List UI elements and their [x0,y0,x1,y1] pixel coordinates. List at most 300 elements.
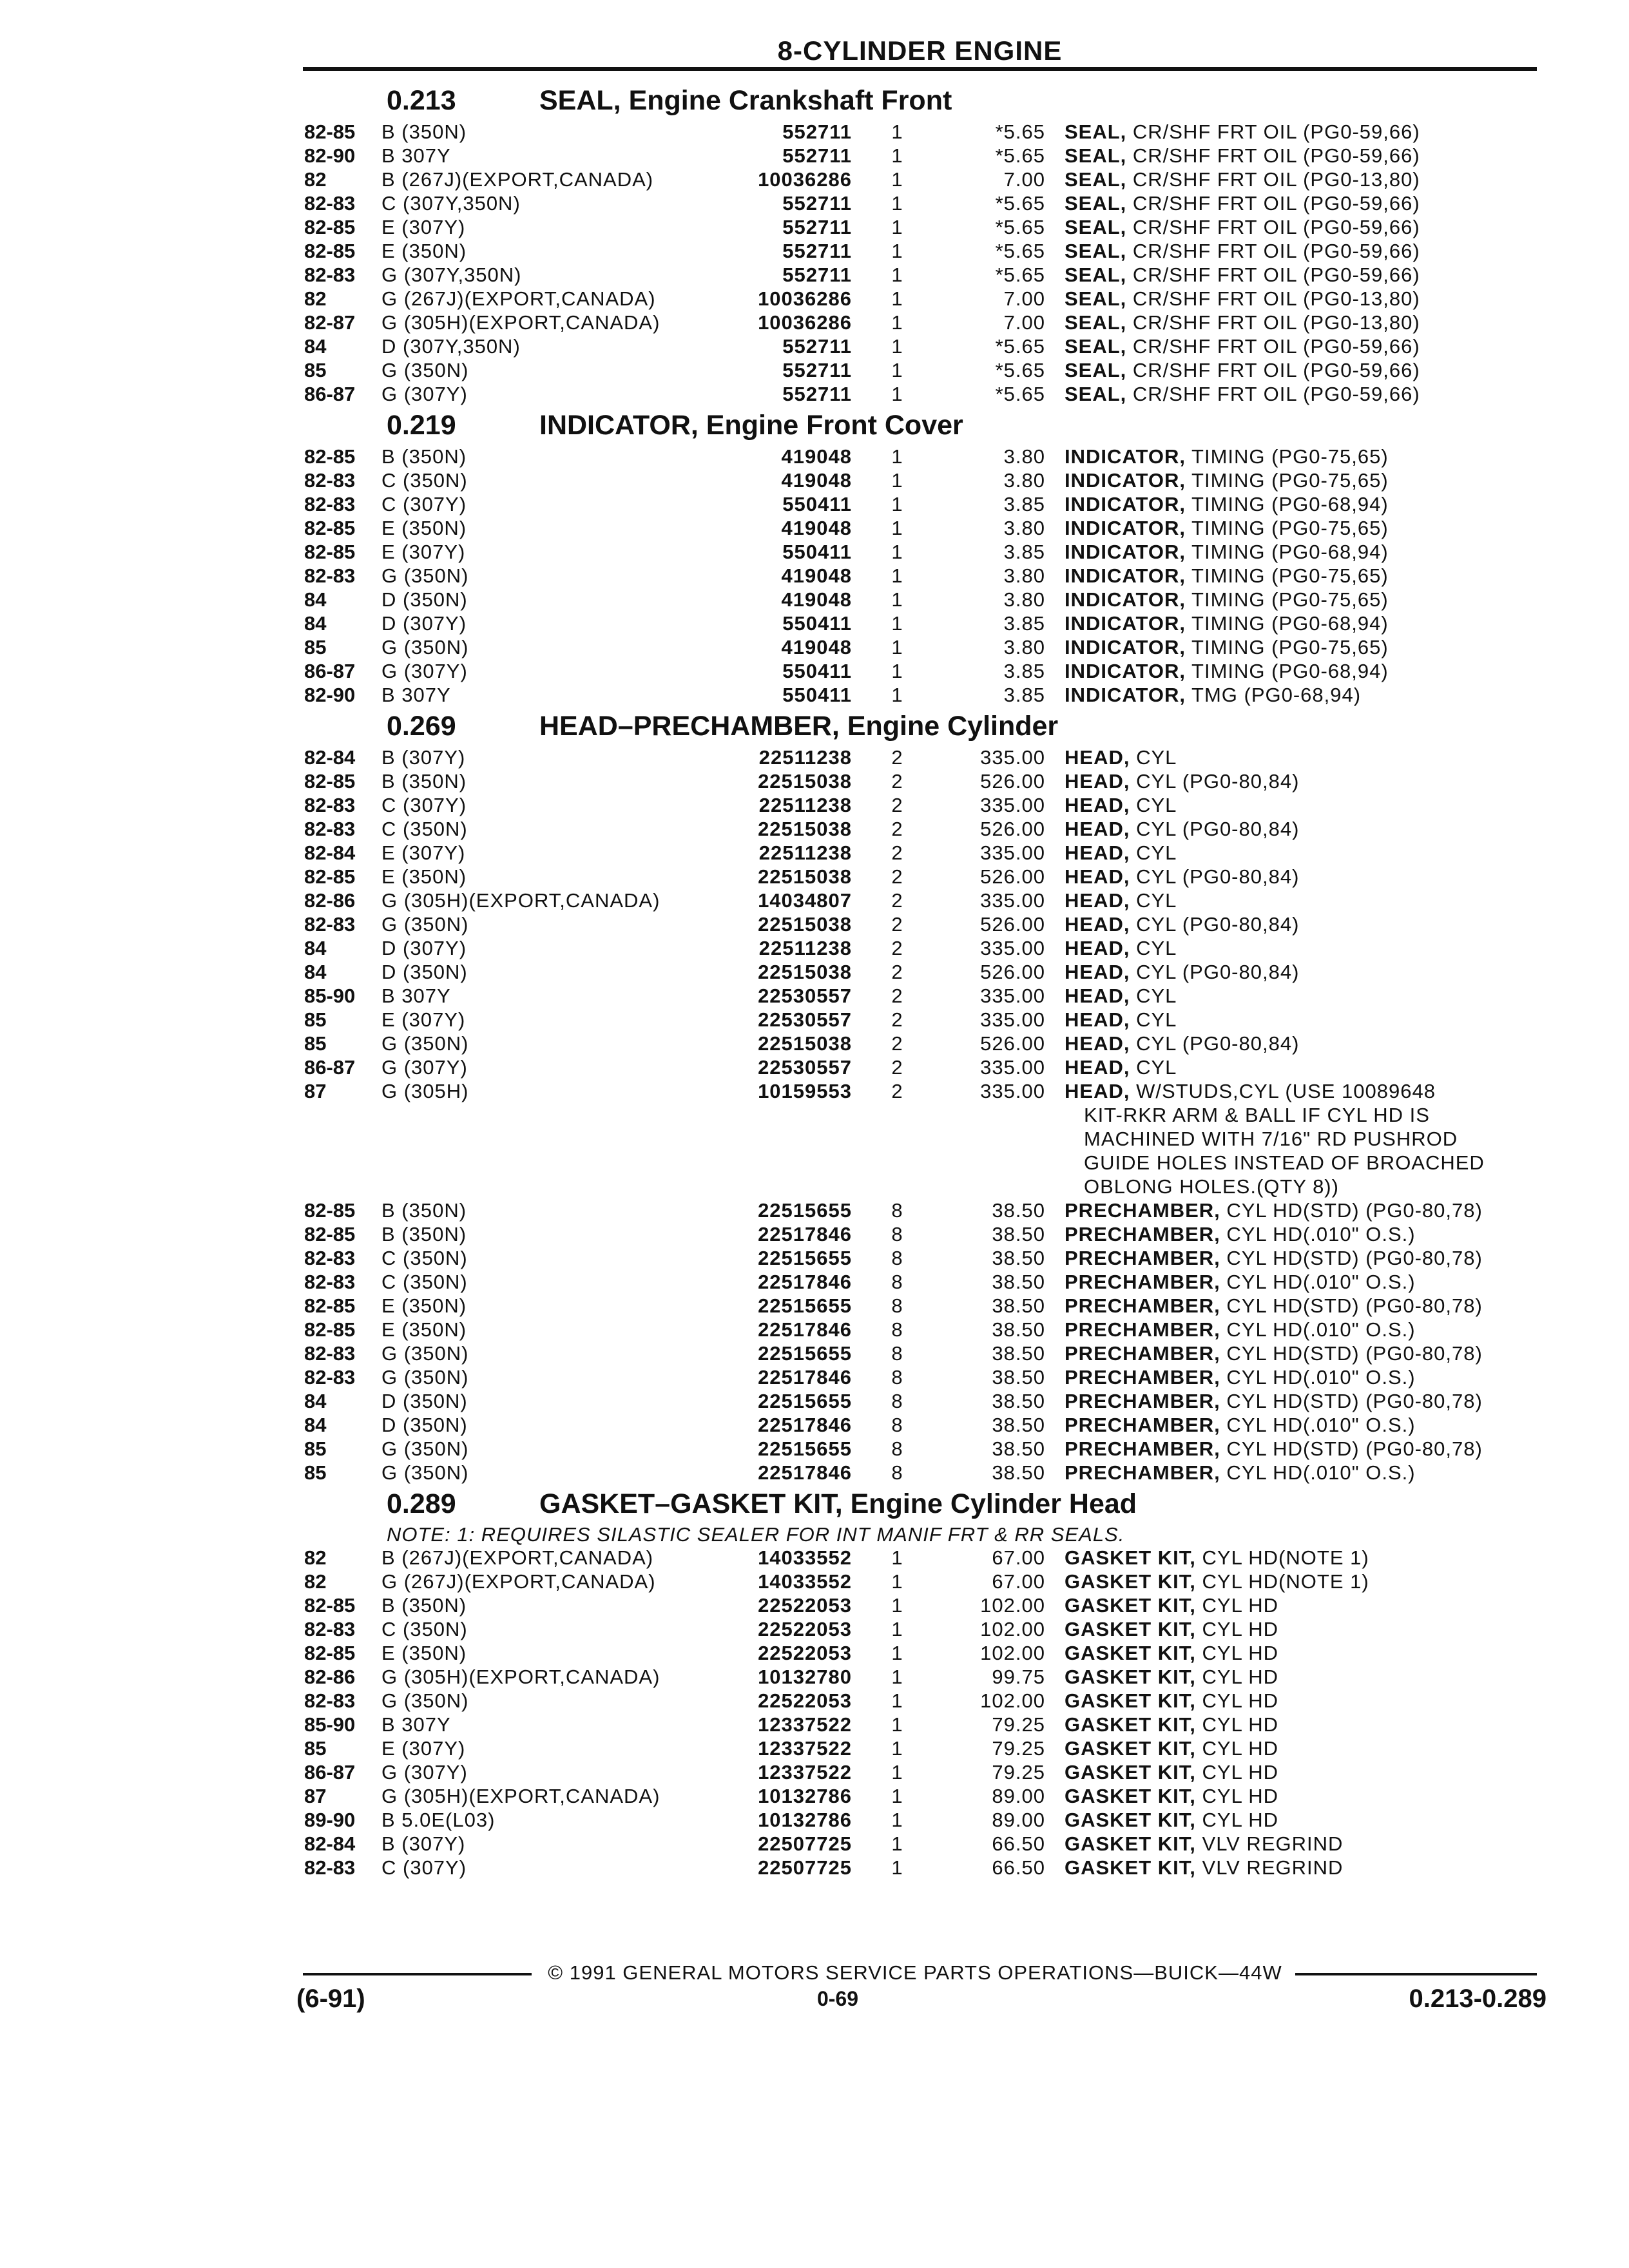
part-number: 552711 [782,120,852,143]
model-years: 82-84 [304,841,356,864]
model-years: 82-85 [304,865,356,888]
table-row [304,1570,1538,1593]
table-row [304,1365,1538,1389]
model-application: E (307Y) [381,841,466,864]
part-number: 22515038 [758,865,852,888]
model-application: B 307Y [381,144,451,167]
price: *5.65 [995,264,1045,286]
part-number: 552711 [782,359,852,381]
model-years: 82-83 [304,1247,356,1269]
part-name: PRECHAMBER, [1065,1390,1220,1412]
quantity: 2 [891,889,903,912]
part-description [1065,1461,1535,1485]
price: 38.50 [992,1390,1045,1412]
model-years: 82-85 [304,240,356,262]
table-row [304,445,1538,468]
part-description [1065,1736,1535,1760]
price: 38.50 [992,1247,1045,1269]
part-name: HEAD, [1065,889,1130,912]
model-years: 82-83 [304,192,356,215]
model-application: G (350N) [381,913,469,936]
price: 38.50 [992,1223,1045,1245]
part-number: 22515038 [758,818,852,840]
model-years: 87 [304,1785,327,1807]
part-number: 550411 [782,541,852,563]
part-number: 552711 [782,240,852,262]
quantity: 1 [891,1642,903,1664]
model-application: B (267J)(EXPORT,CANADA) [381,168,654,191]
price: 526.00 [980,818,1045,840]
price: 3.85 [1003,660,1045,682]
model-years: 84 [304,335,327,358]
part-name: GASKET KIT, [1065,1642,1196,1664]
model-application: C (350N) [381,469,468,492]
part-description [1065,769,1535,793]
part-name: HEAD, [1065,961,1130,983]
quantity: 1 [891,192,903,215]
part-name: HEAD, [1065,1008,1130,1031]
price: 335.00 [980,794,1045,816]
part-description [1065,1055,1535,1079]
model-application: B (267J)(EXPORT,CANADA) [381,1546,654,1569]
model-application: D (350N) [381,588,468,611]
model-application: B 307Y [381,985,451,1007]
quantity: 8 [891,1366,903,1389]
part-name: PRECHAMBER, [1065,1414,1220,1436]
model-years: 82-83 [304,564,356,587]
part-description [1065,611,1535,635]
model-application: G (350N) [381,1342,469,1365]
part-number: 552711 [782,335,852,358]
quantity: 2 [891,818,903,840]
price: 335.00 [980,985,1045,1007]
model-application: G (350N) [381,1461,469,1484]
part-description [1065,239,1535,263]
table-row [304,745,1538,769]
table-row [304,635,1538,659]
part-detail: CYL [1130,1056,1177,1079]
part-number: 12337522 [758,1713,852,1736]
table-row [304,960,1538,984]
part-name: PRECHAMBER, [1065,1437,1220,1460]
part-number: 22515655 [758,1390,852,1412]
quantity: 1 [891,168,903,191]
section-note: NOTE: 1: REQUIRES SILASTIC SEALER FOR INT MANIF FRT & RR SEALS. [387,1523,1125,1546]
part-detail: CYL HD(STD) (PG0-80,78) [1220,1294,1483,1317]
model-years: 82-83 [304,1271,356,1293]
table-row [304,984,1538,1008]
part-number: 419048 [781,445,852,468]
part-number: 22530557 [758,985,852,1007]
part-detail: CYL [1130,746,1177,769]
quantity: 8 [891,1223,903,1245]
part-number: 22511238 [758,937,852,959]
table-row [304,1079,1538,1103]
part-description [1065,1808,1535,1832]
part-name: HEAD, [1065,913,1130,936]
section-title [304,81,1538,120]
part-number: 10132780 [758,1666,852,1688]
part-detail: TMG (PG0-68,94) [1185,684,1362,706]
part-name: INDICATOR, [1065,684,1186,706]
price: 526.00 [980,770,1045,793]
part-description [1065,635,1535,659]
table-row [304,659,1538,683]
quantity: 2 [891,841,903,864]
model-application: E (307Y) [381,216,466,238]
model-application: D (307Y) [381,612,467,635]
part-number: 12337522 [758,1737,852,1760]
part-detail: CR/SHF FRT OIL (PG0-13,80) [1126,287,1420,310]
model-years: 86-87 [304,1056,356,1079]
part-name: PRECHAMBER, [1065,1294,1220,1317]
part-detail: CR/SHF FRT OIL (PG0-59,66) [1126,359,1420,381]
part-description [1065,1341,1535,1365]
quantity: 8 [891,1437,903,1460]
model-years: 82-85 [304,1223,356,1245]
part-detail: CYL (PG0-80,84) [1130,1032,1300,1055]
part-name: GASKET KIT, [1065,1809,1196,1831]
part-name: PRECHAMBER, [1065,1271,1220,1293]
model-years: 82-85 [304,1199,356,1222]
quantity: 1 [891,493,903,515]
part-description [1065,1760,1535,1784]
part-name: HEAD, [1065,794,1130,816]
part-name: INDICATOR, [1065,493,1186,515]
table-row [304,611,1538,635]
table-row [304,540,1538,564]
part-detail: CYL (PG0-80,84) [1130,961,1300,983]
model-years: 84 [304,961,327,983]
model-application: G (350N) [381,1437,469,1460]
price: 102.00 [980,1642,1045,1664]
price: *5.65 [995,120,1045,143]
quantity: 2 [891,913,903,936]
part-description [1065,1641,1535,1665]
page-number: 0-69 [816,1987,859,2010]
table-row [304,912,1538,936]
part-name: INDICATOR, [1065,612,1186,635]
model-years: 85 [304,1032,327,1055]
table-row [304,334,1538,358]
price: 335.00 [980,841,1045,864]
part-description [1065,865,1535,889]
part-number: 22515655 [758,1294,852,1317]
part-description [1065,1617,1535,1641]
part-name: INDICATOR, [1065,469,1186,492]
model-years: 85 [304,636,327,658]
price: 38.50 [992,1271,1045,1293]
table-row [304,1641,1538,1665]
table-row [304,1389,1538,1413]
part-detail: CYL HD(NOTE 1) [1195,1546,1369,1569]
quantity: 8 [891,1247,903,1269]
part-number: 22515038 [758,961,852,983]
model-application: B 307Y [381,684,451,706]
price: 79.25 [992,1713,1045,1736]
model-years: 82-86 [304,889,356,912]
table-row [304,1832,1538,1856]
quantity: 1 [891,1666,903,1688]
part-name: GASKET KIT, [1065,1713,1196,1736]
part-detail: CYL HD [1195,1642,1279,1664]
table-row [304,683,1538,707]
part-detail: CYL [1130,937,1177,959]
model-application: E (350N) [381,240,467,262]
model-years: 85 [304,359,327,381]
part-name: SEAL, [1065,335,1127,358]
table-row [304,468,1538,492]
part-detail: TIMING (PG0-75,65) [1185,564,1389,587]
model-years: 82-83 [304,469,356,492]
table-row [304,936,1538,960]
part-name: GASKET KIT, [1065,1666,1196,1688]
part-number: 22522053 [758,1689,852,1712]
part-name: PRECHAMBER, [1065,1199,1220,1222]
part-number: 550411 [782,660,852,682]
part-name: GASKET KIT, [1065,1546,1196,1569]
part-number: 550411 [782,612,852,635]
part-name: INDICATOR, [1065,588,1186,611]
price: 7.00 [1003,311,1045,334]
quantity: 1 [891,1546,903,1569]
quantity: 8 [891,1390,903,1412]
model-application: B (350N) [381,1594,467,1617]
table-row [304,889,1538,912]
part-name: HEAD, [1065,865,1130,888]
section-number: 0.219 [387,410,456,441]
quantity: 1 [891,541,903,563]
model-application: E (307Y) [381,1008,466,1031]
table-row [304,817,1538,841]
model-years: 82-85 [304,1642,356,1664]
part-name: GASKET KIT, [1065,1570,1196,1593]
part-name: HEAD, [1065,1032,1130,1055]
part-detail: CYL HD(.010" O.S.) [1220,1318,1416,1341]
part-number: 22515655 [758,1247,852,1269]
table-row [304,1222,1538,1246]
model-application: G (350N) [381,359,469,381]
quantity: 8 [891,1318,903,1341]
model-years: 89-90 [304,1809,356,1831]
part-name: SEAL, [1065,264,1127,286]
price: 526.00 [980,1032,1045,1055]
part-number: 22515655 [758,1199,852,1222]
price: 335.00 [980,1008,1045,1031]
table-row [304,1856,1538,1879]
model-application: E (307Y) [381,1737,466,1760]
part-description [1065,683,1535,707]
table-row [304,1593,1538,1617]
part-name: SEAL, [1065,168,1127,191]
section-title [304,1485,1538,1523]
model-years: 82-87 [304,311,356,334]
part-detail: CYL HD [1195,1689,1279,1712]
part-number: 14033552 [758,1546,852,1569]
part-description [1065,492,1535,516]
part-name: GASKET KIT, [1065,1832,1196,1855]
model-years: 85 [304,1737,327,1760]
model-years: 87 [304,1080,327,1102]
part-name: GASKET KIT, [1065,1856,1196,1879]
model-years: 82-83 [304,1366,356,1389]
part-detail: CYL HD(.010" O.S.) [1220,1461,1416,1484]
model-application: B (350N) [381,445,467,468]
section-title [304,406,1538,445]
price: 3.80 [1003,564,1045,587]
part-description [1065,1079,1535,1103]
table-row [304,1437,1538,1461]
part-name: PRECHAMBER, [1065,1342,1220,1365]
price: 3.80 [1003,469,1045,492]
part-name: SEAL, [1065,287,1127,310]
part-number: 10036286 [758,168,852,191]
part-description [1065,1008,1535,1032]
model-application: G (305H)(EXPORT,CANADA) [381,1785,660,1807]
part-description [1065,1318,1535,1341]
part-number: 419048 [781,636,852,658]
description-continuation [304,1127,1538,1151]
part-description [1065,1294,1535,1318]
part-description [1065,588,1535,611]
quantity: 1 [891,216,903,238]
description-continuation [304,1151,1538,1175]
price: 79.25 [992,1737,1045,1760]
model-application: G (350N) [381,1689,469,1712]
table-row [304,841,1538,865]
quantity: 1 [891,612,903,635]
model-years: 82-83 [304,913,356,936]
part-description [1065,1593,1535,1617]
quantity: 2 [891,770,903,793]
model-application: C (307Y,350N) [381,192,521,215]
part-name: INDICATOR, [1065,517,1186,539]
quantity: 1 [891,1832,903,1855]
part-number: 552711 [782,216,852,238]
model-years: 84 [304,1390,327,1412]
model-application: G (307Y) [381,1761,468,1783]
model-years: 82-83 [304,264,356,286]
model-application: E (350N) [381,1318,467,1341]
part-name: INDICATOR, [1065,541,1186,563]
part-number: 10036286 [758,311,852,334]
model-application: G (267J)(EXPORT,CANADA) [381,287,656,310]
part-name: SEAL, [1065,359,1127,381]
section-range: 0.213-0.289 [1409,1984,1547,2013]
part-detail: CYL HD(STD) (PG0-80,78) [1220,1437,1483,1460]
part-name: SEAL, [1065,144,1127,167]
part-name: INDICATOR, [1065,636,1186,658]
part-detail: CYL [1130,794,1177,816]
model-application: G (305H)(EXPORT,CANADA) [381,889,660,912]
part-description [1065,1413,1535,1437]
table-row [304,1055,1538,1079]
table-row [304,358,1538,382]
model-application: C (307Y) [381,1856,467,1879]
quantity: 1 [891,144,903,167]
model-years: 82-85 [304,541,356,563]
section-number: 0.289 [387,1488,456,1519]
part-detail: CYL HD [1195,1785,1279,1807]
section-name: HEAD–PRECHAMBER, Engine Cylinder [539,711,1059,742]
part-name: INDICATOR, [1065,564,1186,587]
model-years: 84 [304,612,327,635]
model-years: 82-83 [304,794,356,816]
price: 335.00 [980,937,1045,959]
model-application: E (350N) [381,517,467,539]
price: 3.80 [1003,588,1045,611]
quantity: 2 [891,1008,903,1031]
price: 38.50 [992,1294,1045,1317]
quantity: 1 [891,1761,903,1783]
part-number: 419048 [781,564,852,587]
part-name: HEAD, [1065,1080,1130,1102]
part-description [1065,120,1535,144]
model-application: D (350N) [381,961,468,983]
table-row [304,516,1538,540]
part-detail: CR/SHF FRT OIL (PG0-13,80) [1126,311,1420,334]
part-description [1065,960,1535,984]
model-years: 82-83 [304,1689,356,1712]
model-application: G (350N) [381,564,469,587]
part-description [1065,659,1535,683]
part-description [1065,1546,1535,1570]
price: 67.00 [992,1546,1045,1569]
part-number: 22522053 [758,1618,852,1640]
part-detail: CR/SHF FRT OIL (PG0-59,66) [1126,120,1420,143]
footer-rule-right [1295,1973,1537,1975]
footer-copyright: © 1991 GENERAL MOTORS SERVICE PARTS OPERATIONS—BUICK—44W [548,1961,1282,1984]
model-application: B (350N) [381,770,467,793]
model-application: C (350N) [381,818,468,840]
part-description [1065,793,1535,817]
price: 67.00 [992,1570,1045,1593]
model-application: B (307Y) [381,1832,466,1855]
table-row [304,120,1538,144]
model-application: E (307Y) [381,541,466,563]
model-application: D (307Y) [381,937,467,959]
part-detail: CYL HD [1195,1809,1279,1831]
section-name: INDICATOR, Engine Front Cover [539,410,963,441]
table-row [304,1713,1538,1736]
part-name: HEAD, [1065,746,1130,769]
model-years: 85 [304,1461,327,1484]
model-application: C (350N) [381,1271,468,1293]
part-description [1065,263,1535,287]
model-application: G (267J)(EXPORT,CANADA) [381,1570,656,1593]
part-detail: CYL [1130,1008,1177,1031]
part-number: 22515655 [758,1342,852,1365]
model-application: G (307Y) [381,383,468,405]
part-detail: CYL HD [1195,1618,1279,1640]
part-description [1065,1856,1535,1879]
part-description [1065,540,1535,564]
model-application: G (307Y) [381,660,468,682]
table-row [304,1318,1538,1341]
part-detail: CYL (PG0-80,84) [1130,913,1300,936]
quantity: 1 [891,1809,903,1831]
model-years: 82-83 [304,1856,356,1879]
price: 3.80 [1003,445,1045,468]
price: 102.00 [980,1618,1045,1640]
model-application: B (350N) [381,1199,467,1222]
part-detail: CYL HD(.010" O.S.) [1220,1414,1416,1436]
part-detail: CYL HD(STD) (PG0-80,78) [1220,1199,1483,1222]
part-description [1065,912,1535,936]
part-name: PRECHAMBER, [1065,1247,1220,1269]
model-years: 82-90 [304,144,356,167]
price: 335.00 [980,1080,1045,1102]
